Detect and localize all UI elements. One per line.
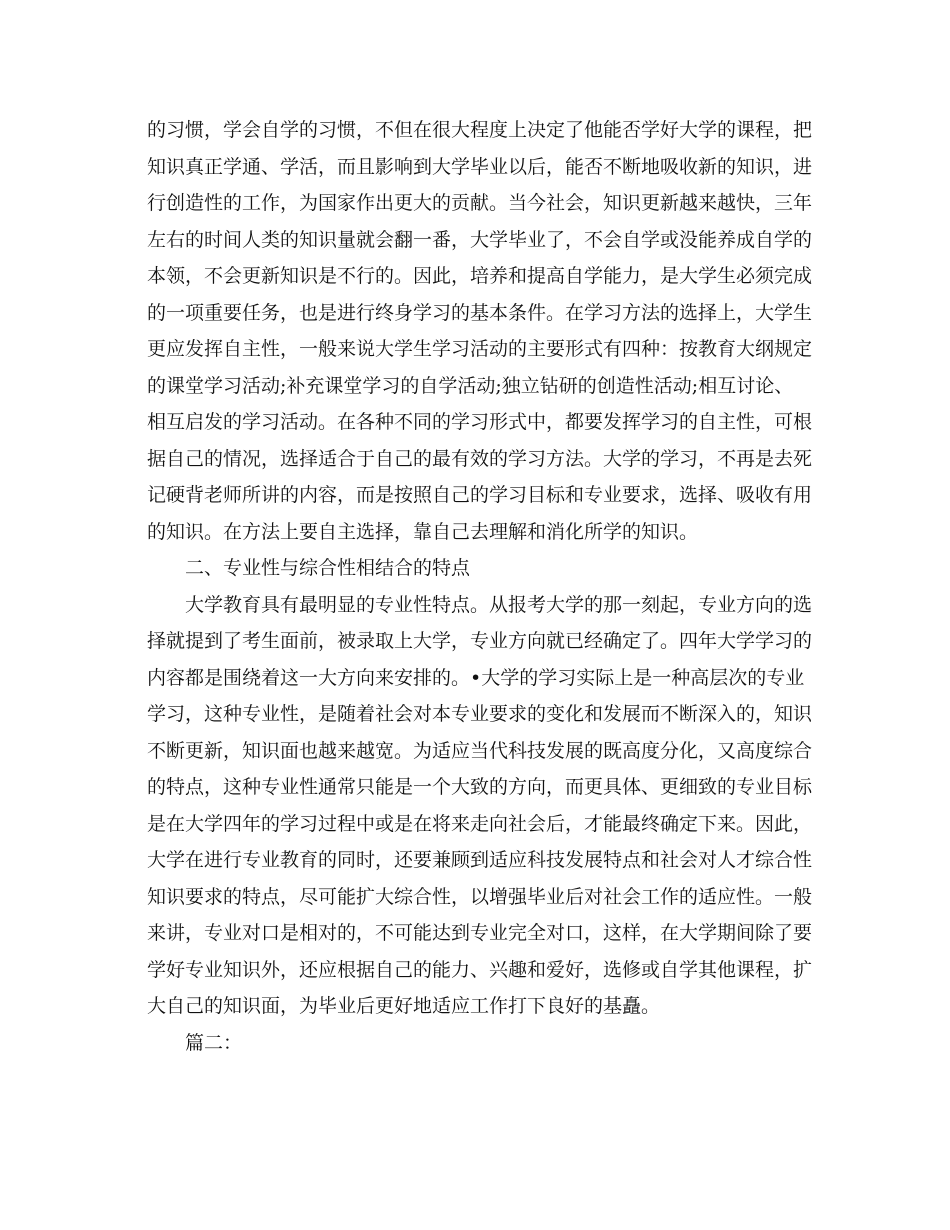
text-line: 更应发挥自主性，一般来说大学生学习活动的主要形式有四种：按教育大纲规定	[147, 338, 813, 360]
text-line: 大学教育具有最明显的专业性特点。从报考大学的那一刻起，专业方向的选	[185, 593, 813, 616]
text-line: 知识要求的特点，尽可能扩大综合性，以增强毕业后对社会工作的适应性。一般	[147, 885, 813, 908]
text-line: 的课堂学习活动;补充课堂学习的自学活动;独立钻研的创造性活动;相互讨论、	[147, 374, 794, 397]
section-heading: 二、专业性与综合性相结合的特点	[185, 557, 471, 579]
text-line: 记硬背老师所讲的内容，而是按照自己的学习目标和专业要求，选择、吸收有用	[147, 484, 813, 506]
text-line: 的特点，这种专业性通常只能是一个大致的方向，而更具体、更细致的专业目标	[147, 776, 813, 798]
paragraph-continued	[147, 112, 813, 550]
text-line: 知识真正学通、学活，而且影响到大学毕业以后，能否不断地吸收新的知识，进	[147, 155, 813, 178]
text-line: 相互启发的学习活动。在各种不同的学习形式中，都要发挥学习的自主性，可根	[147, 411, 813, 433]
text-line: 择就提到了考生面前，被录取上大学，专业方向就已经确定了。四年大学学习的	[147, 630, 813, 652]
paragraph-professional	[147, 587, 813, 1025]
text-line: 不断更新，知识面也越来越宽。为适应当代科技发展的既高度分化，又高度综合	[147, 739, 813, 762]
text-line: 的习惯，学会自学的习惯，不但在很大程度上决定了他能否学好大学的课程，把	[147, 119, 813, 141]
text-line: 本领，不会更新知识是不行的。因此，培养和提高自学能力，是大学生必须完成	[147, 265, 813, 287]
text-line: 来讲，专业对口是相对的，不可能达到专业完全对口，这样，在大学期间除了要	[147, 922, 813, 944]
text-line: 的一项重要任务，也是进行终身学习的基本条件。在学习方法的选择上，大学生	[147, 301, 813, 324]
part-label: 篇二：	[185, 1031, 243, 1054]
text-line: 是在大学四年的学习过程中或是在将来走向社会后，才能最终确定下来。因此，	[147, 812, 813, 835]
text-line: 学习，这种专业性，是随着社会对本专业要求的变化和发展而不断深入的，知识	[147, 703, 813, 725]
text-line: 学好专业知识外，还应根据自己的能力、兴趣和爱好，选修或自学其他课程，扩	[147, 958, 813, 981]
text-line: 内容都是围绕着这一大方向来安排的。•大学的学习实际上是一种高层次的专业	[147, 666, 805, 689]
text-line: 大学在进行专业教育的同时，还要兼顾到适应科技发展特点和社会对人才综合性	[147, 849, 813, 871]
text-line: 的知识。在方法上要自主选择，靠自己去理解和消化所学的知识。	[147, 520, 699, 543]
text-line: 据自己的情况，选择适合于自己的最有效的学习方法。大学的学习，不再是去死	[147, 447, 813, 470]
text-line: 左右的时间人类的知识量就会翻一番，大学毕业了，不会自学或没能养成自学的	[147, 228, 813, 251]
text-line: 行创造性的工作，为国家作出更大的贡献。当今社会，知识更新越来越快，三年	[147, 192, 813, 214]
document-body	[147, 112, 813, 1061]
text-line: 大自己的知识面，为毕业后更好地适应工作打下良好的基矗。	[147, 995, 661, 1017]
